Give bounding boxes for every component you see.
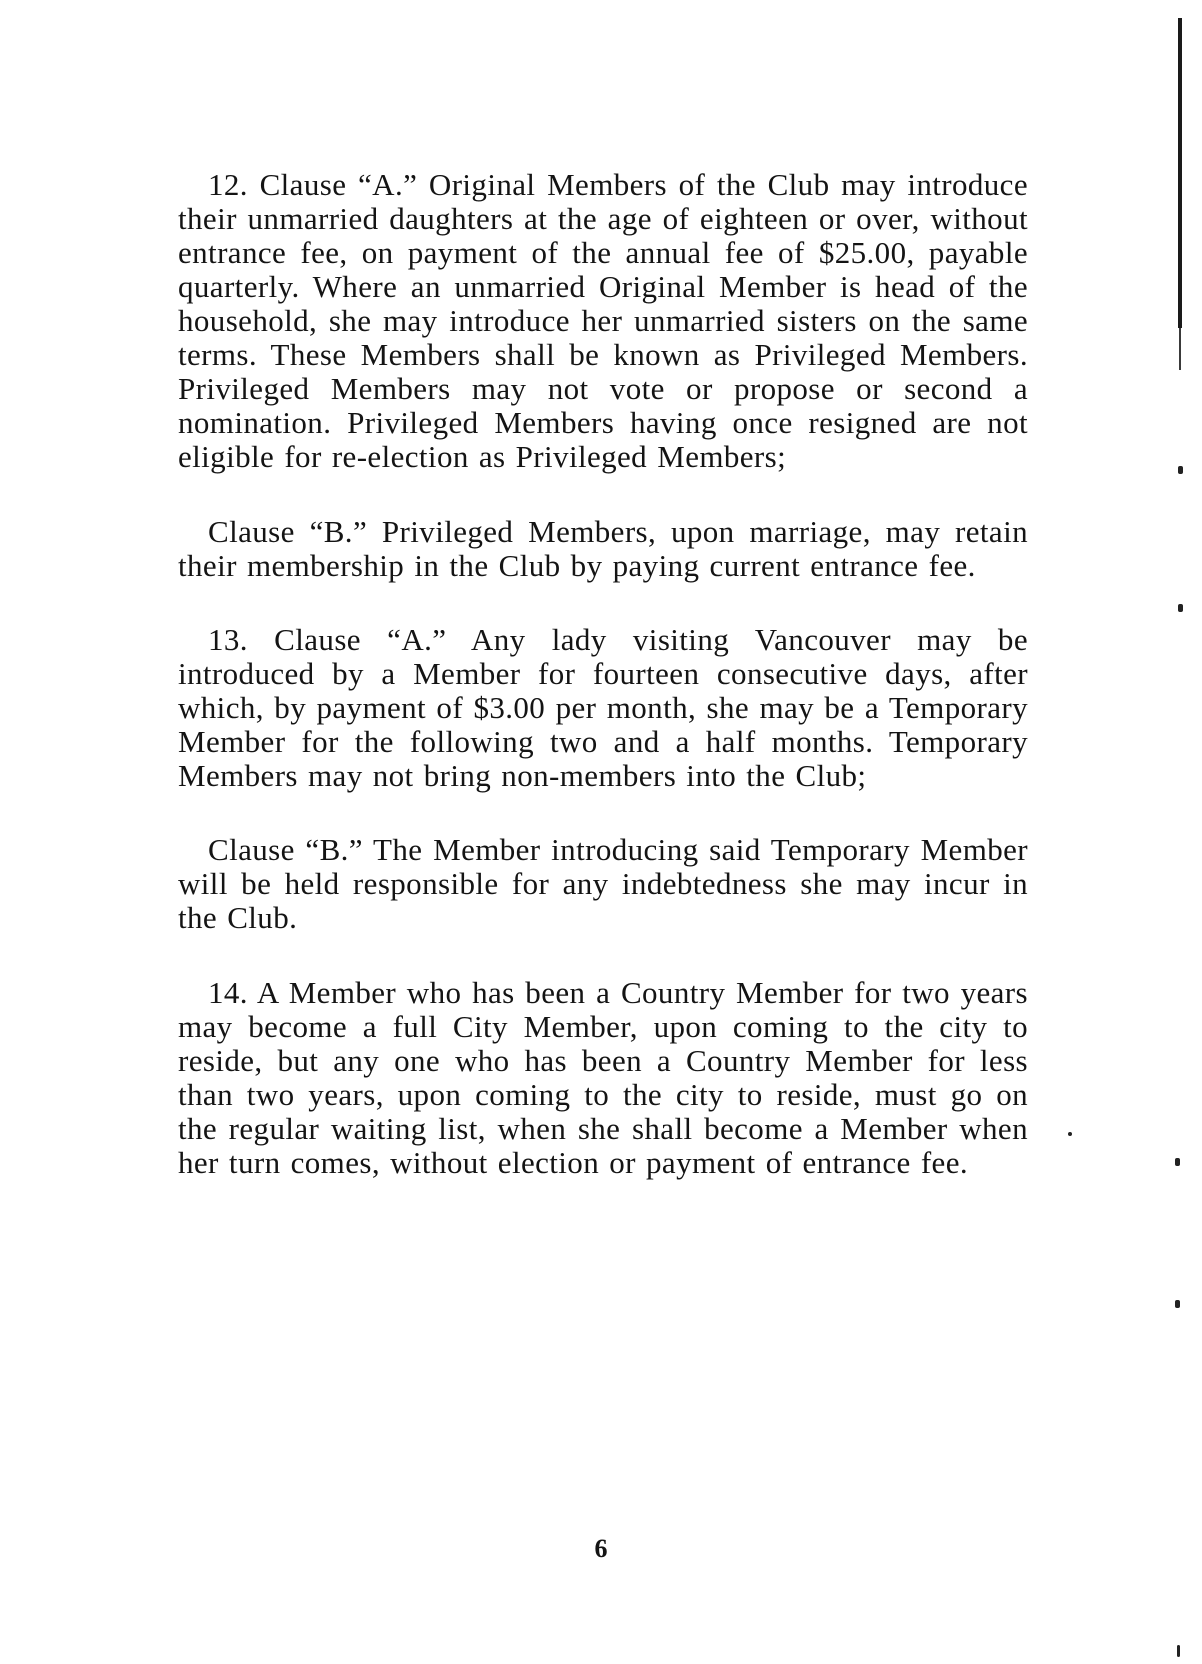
body-text	[178, 168, 1028, 1180]
scan-speck	[1175, 1300, 1180, 1308]
paragraph-14: 14. A Member who has been a Country Member for two years may become a full City Member, upon coming to the city to reside, but any one who has been a Country Member for less than two years, upon coming to the city to reside, must go on the regular waiting list, when she shall become a Member when her turn comes, without election or payment of entrance fee.	[178, 975, 1028, 1180]
page-number: 6	[594, 1534, 608, 1563]
paragraph-12-clause-b: Clause “B.” Privileged Members, upon marriage, may retain their membership in the Club by paying current entrance fee.	[178, 514, 1028, 583]
scan-speck	[1175, 1158, 1180, 1166]
scan-edge-line-thin	[1179, 328, 1181, 370]
scan-speck	[1177, 1645, 1180, 1657]
paragraph-13-clause-a: 13. Clause “A.” Any lady visiting Vancouver may be introduced by a Member for fourteen consecutive days, after which, by payment of $3.00 per month, she may be a Temporary Member for the following two and a half months. Temporary Members may not bring non-members into the Club;	[178, 622, 1028, 793]
paragraph-12-clause-a: 12. Clause “A.” Original Members of the Club may introduce their unmarried daughters at the age of eighteen or over, without entrance fee, on payment of the annual fee of $25.00, payable quarterly. Where an unmarried Original Member is head of the household, she may introduce her unmarried sisters on the same terms. These Members shall be known as Privileged Members. Privileged Members may not vote or propose or second a nomination. Privileged Members having once resigned are not eligible for re-election as Privileged Members;	[178, 167, 1028, 474]
scan-edge-line	[1178, 18, 1182, 328]
scan-speck	[1178, 604, 1183, 612]
scan-speck	[1068, 1132, 1072, 1136]
paragraph-13-clause-b: Clause “B.” The Member introducing said Temporary Member will be held responsible for any indebtedness she may incur in the Club.	[178, 832, 1028, 935]
scan-speck	[1178, 466, 1183, 474]
